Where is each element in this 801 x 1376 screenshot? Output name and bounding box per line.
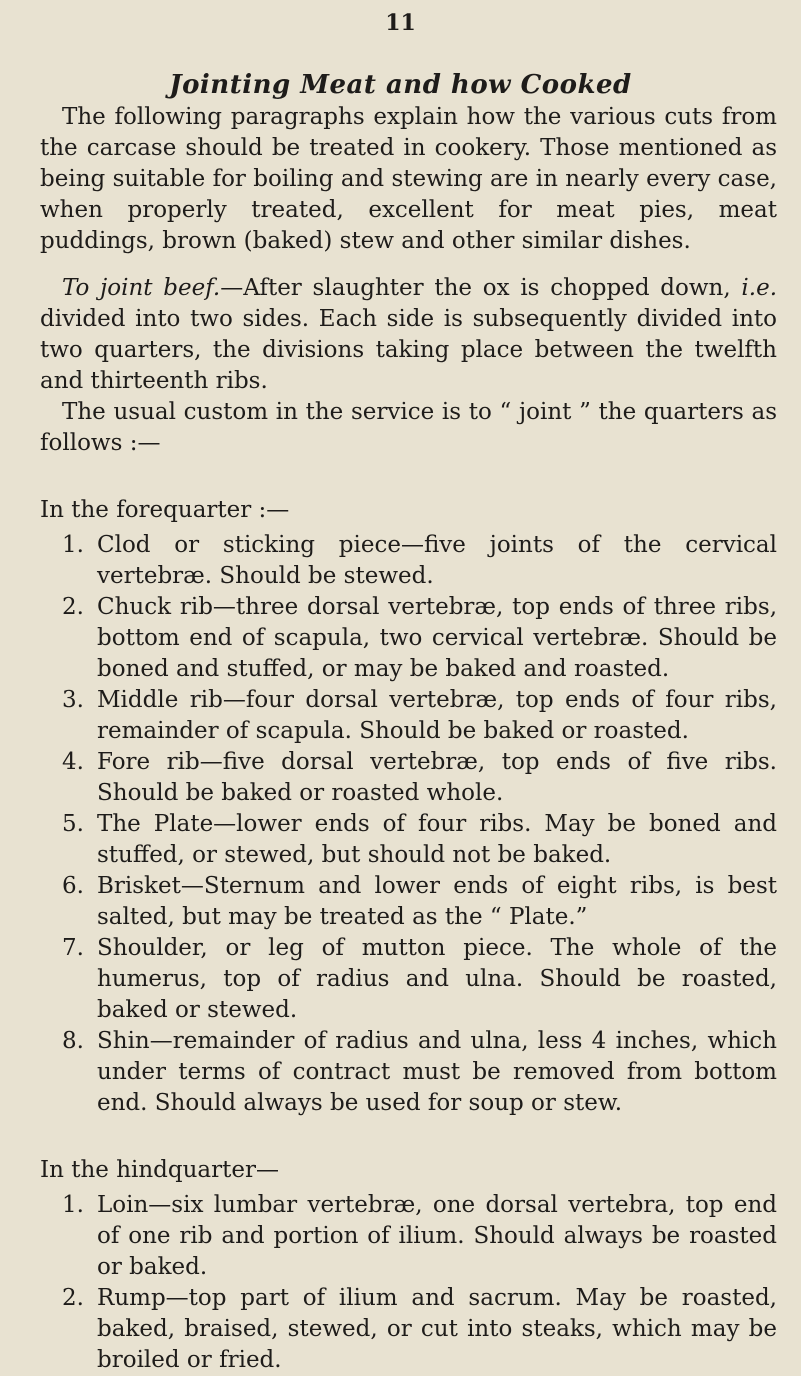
list-item-number: 7. <box>62 935 84 961</box>
list-item-number: 6. <box>62 873 84 899</box>
list-item <box>40 592 777 685</box>
list-item-number: 1. <box>62 1192 84 1218</box>
beef-paragraph <box>40 273 777 397</box>
list-item-text: Shoulder, or leg of mutton piece. The whole of the humerus, top of radius and ulna. Should be roasted, baked or stewed. <box>97 935 777 1023</box>
list-item-text: The Plate—lower ends of four ribs. May be boned and stuffed, or stewed, but should not be baked. <box>97 811 777 868</box>
list-item <box>40 1283 777 1376</box>
forequarter-heading: In the forequarter :— <box>40 497 290 523</box>
list-item <box>40 871 777 933</box>
hindquarter-list <box>40 1190 777 1376</box>
list-item-number: 5. <box>62 811 84 837</box>
list-item-text: Middle rib—four dorsal vertebræ, top ends of four ribs, remainder of scapula. Should be baked or roasted. <box>97 687 777 744</box>
beef-heading: To joint beef. <box>62 275 221 301</box>
list-item <box>40 685 777 747</box>
page-body <box>40 102 777 1376</box>
list-item-number: 8. <box>62 1028 84 1054</box>
list-item-text: Shin—remainder of radius and ulna, less 4 inches, which under terms of contract must be removed from bottom end. Should always be used for soup or stew. <box>97 1028 777 1116</box>
list-item-number: 2. <box>62 1285 84 1311</box>
beef-ie: i.e. <box>741 275 778 301</box>
list-item-number: 4. <box>62 749 84 775</box>
list-item-number: 1. <box>62 532 84 558</box>
list-item-text: Loin—six lumbar vertebræ, one dorsal vertebra, top end of one rib and portion of ilium. Should always be roasted or baked. <box>97 1192 777 1280</box>
list-item <box>40 747 777 809</box>
beef-text-2: divided into two sides. Each side is subsequently divided into two quarters, the divisions taking place between the twelfth and thirteenth ribs. <box>40 306 777 394</box>
list-item <box>40 809 777 871</box>
page-number: 11 <box>385 10 416 36</box>
custom-paragraph: The usual custom in the service is to “ joint ” the quarters as follows :— <box>40 399 777 456</box>
forequarter-list <box>40 530 777 1119</box>
list-item <box>40 1190 777 1283</box>
hindquarter-heading: In the hindquarter— <box>40 1157 279 1183</box>
intro-paragraph: The following paragraphs explain how the various cuts from the carcase should be treated in cookery. Those mentioned as being suitable for boiling and stewing are in nearly every case, when properly treated, excellent for meat pies, meat puddings, brown (baked) stew and other similar dishes. <box>40 104 777 254</box>
list-item-number: 2. <box>62 594 84 620</box>
list-item-text: Clod or sticking piece—five joints of the cervical vertebræ. Should be stewed. <box>97 532 777 589</box>
list-item-text: Rump—top part of ilium and sacrum. May be roasted, baked, braised, stewed, or cut into steaks, which may be broiled or fried. <box>97 1285 777 1373</box>
list-item <box>40 933 777 1026</box>
list-item <box>40 1026 777 1119</box>
list-item-number: 3. <box>62 687 84 713</box>
beef-text-1: —After slaughter the ox is chopped down, <box>220 275 731 301</box>
list-item-text: Chuck rib—three dorsal vertebræ, top ends of three ribs, bottom end of scapula, two cervical vertebræ. Should be boned and stuffed, or may be baked and roasted. <box>97 594 777 682</box>
list-item <box>40 530 777 592</box>
page-title: Jointing Meat and how Cooked <box>169 70 632 100</box>
list-item-text: Brisket—Sternum and lower ends of eight ribs, is best salted, but may be treated as the “ Plate.” <box>97 873 777 930</box>
list-item-text: Fore rib—five dorsal vertebræ, top ends of five ribs. Should be baked or roasted whole. <box>97 749 777 806</box>
